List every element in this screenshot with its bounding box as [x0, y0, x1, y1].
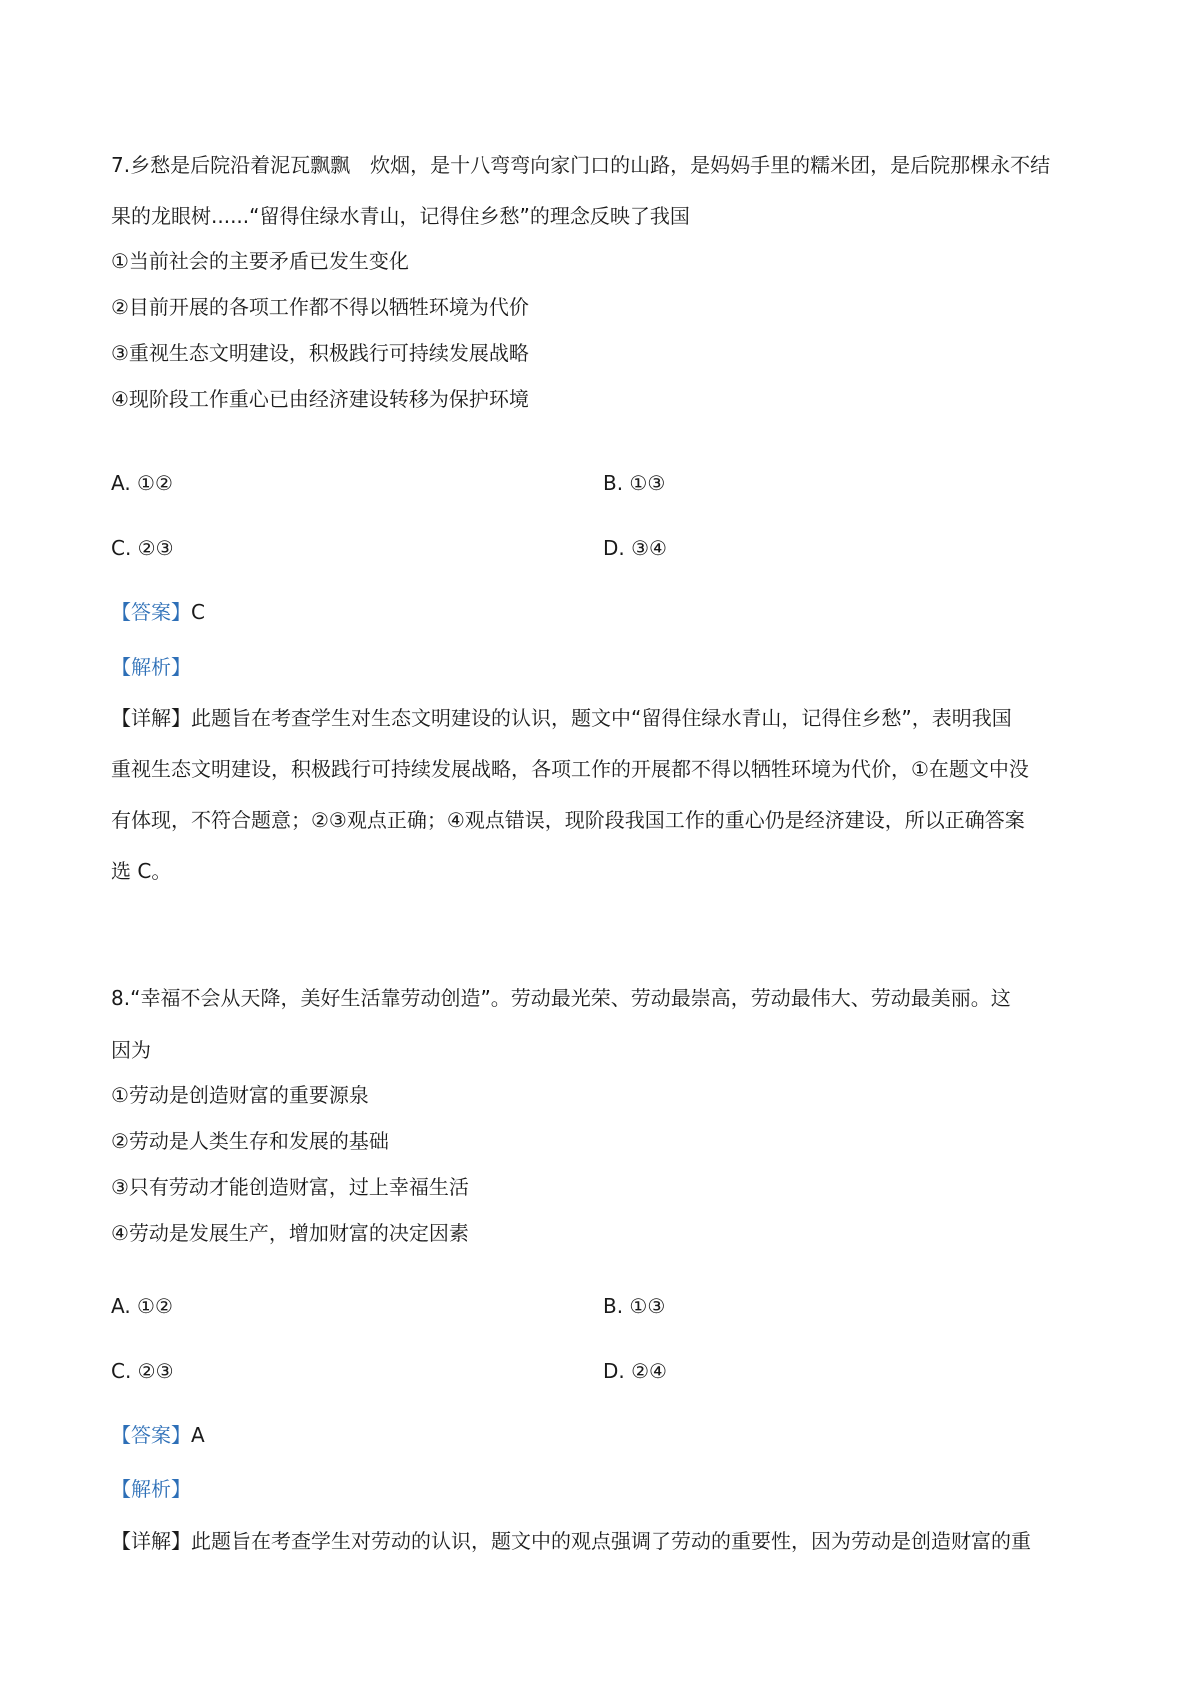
- q7-statement-2: ②目前开展的各项工作都不得以牺牲环境为代价: [111, 295, 529, 319]
- q7-statement-4: ④现阶段工作重心已由经济建设转移为保护环境: [111, 387, 529, 411]
- q7-stem-line-1: 7.乡愁是后院沿着泥瓦飘飘 炊烟，是十八弯弯向家门口的山路，是妈妈手里的糯米团，是后院那棵永不结: [111, 153, 1051, 177]
- q7-option-b: B. ①③: [603, 471, 666, 495]
- q7-answer: [111, 600, 205, 624]
- q8-statement-1: ①劳动是创造财富的重要源泉: [111, 1083, 369, 1107]
- q8-stem-line-1: 8.“幸福不会从天降，美好生活靠劳动创造”。劳动最光荣、劳动最崇高，劳动最伟大、劳动最美丽。这: [111, 986, 1011, 1010]
- q7-answer-label: 【答案】: [111, 600, 191, 624]
- q7-analysis-label: 【解析】: [111, 655, 191, 679]
- q7-answer-value: C: [191, 600, 205, 624]
- q8-statement-3: ③只有劳动才能创造财富，过上幸福生活: [111, 1175, 469, 1199]
- q7-option-a: A. ①②: [111, 471, 173, 495]
- q7-statement-3: ③重视生态文明建设，积极践行可持续发展战略: [111, 341, 529, 365]
- q7-detail-line-2: 重视生态文明建设，积极践行可持续发展战略，各项工作的开展都不得以牺牲环境为代价，①在题文中没: [111, 757, 1029, 781]
- q8-answer-label: 【答案】: [111, 1423, 191, 1447]
- q7-detail-line-4: 选 C。: [111, 859, 172, 883]
- q8-detail-line-1: 【详解】此题旨在考查学生对劳动的认识，题文中的观点强调了劳动的重要性，因为劳动是创造财富的重: [111, 1529, 1031, 1553]
- q8-option-b: B. ①③: [603, 1294, 666, 1318]
- q7-detail-line-3: 有体现，不符合题意；②③观点正确；④观点错误，现阶段我国工作的重心仍是经济建设，所以正确答案: [111, 808, 1025, 832]
- q8-option-d: D. ②④: [603, 1359, 667, 1383]
- q8-analysis-label: 【解析】: [111, 1477, 191, 1501]
- q8-option-c: C. ②③: [111, 1359, 174, 1383]
- q7-detail-line-1: 【详解】此题旨在考查学生对生态文明建设的认识，题文中“留得住绿水青山，记得住乡愁”，表明我国: [111, 706, 1012, 730]
- q7-stem-line-2: 果的龙眼树......“留得住绿水青山，记得住乡愁”的理念反映了我国: [111, 204, 690, 228]
- q7-statement-1: ①当前社会的主要矛盾已发生变化: [111, 249, 409, 273]
- q7-option-d: D. ③④: [603, 536, 667, 560]
- q8-stem-line-2: 因为: [111, 1038, 151, 1062]
- q8-option-a: A. ①②: [111, 1294, 173, 1318]
- q8-answer-value: A: [191, 1423, 205, 1447]
- q8-answer: [111, 1423, 205, 1447]
- q7-option-c: C. ②③: [111, 536, 174, 560]
- q8-statement-2: ②劳动是人类生存和发展的基础: [111, 1129, 389, 1153]
- q8-statement-4: ④劳动是发展生产，增加财富的决定因素: [111, 1221, 469, 1245]
